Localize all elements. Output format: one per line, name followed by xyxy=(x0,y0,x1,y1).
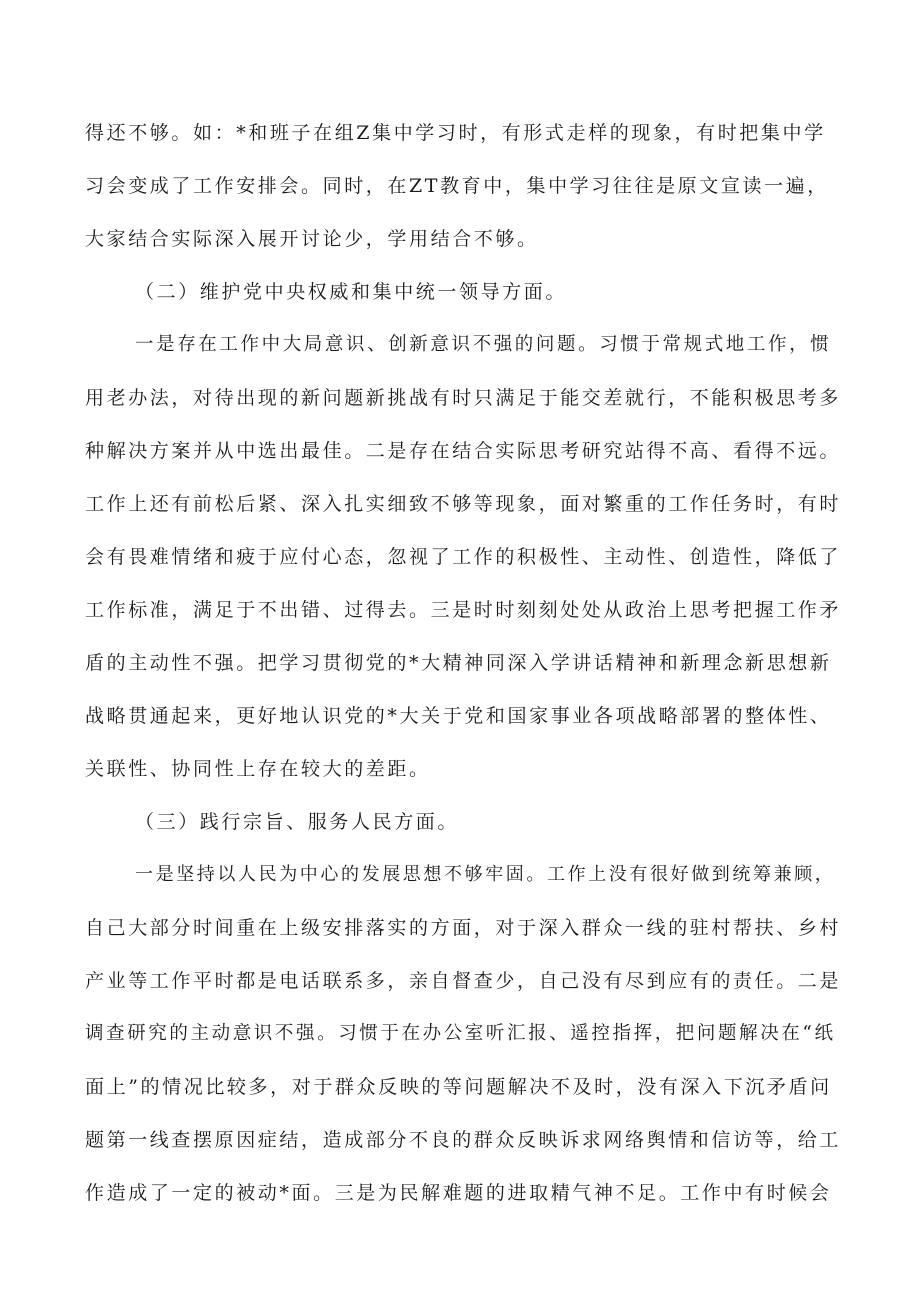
paragraph-line: 战略贯通起来，更好地认识党的*大关于党和国家事业各项战略部署的整体性、 xyxy=(85,705,832,727)
paragraph-line: 种解决方案并从中选出最佳。二是存在结合实际思考研究站得不高、看得不远。 xyxy=(85,440,842,462)
document-body xyxy=(85,120,845,1233)
paragraph-line: 面上”的情况比较多，对于群众反映的等问题解决不及时，没有深入下沉矛盾问 xyxy=(85,1076,832,1098)
paragraph-line: 关联性、协同性上存在较大的差距。 xyxy=(85,758,431,780)
paragraph-line: 一是坚持以人民为中心的发展思想不够牢固。工作上没有很好做到统筹兼顾， xyxy=(135,864,836,885)
paragraph-line: 工作上还有前松后紧、深入扎实细致不够等现象，面对繁重的工作任务时，有时 xyxy=(85,493,842,515)
paragraph-line: 产业等工作平时都是电话联系多，亲自督查少，自己没有尽到应有的责任。二是 xyxy=(85,970,842,992)
paragraph-line: 工作标准，满足于不出错、过得去。三是时时刻刻处处从政治上思考把握工作矛 xyxy=(85,599,842,621)
paragraph-line: 作造成了一定的被动*面。三是为民解难题的进取精气神不足。工作中有时候会 xyxy=(85,1182,832,1204)
paragraph-line: 习会变成了工作安排会。同时，在ZT教育中，集中学习往往是原文宣读一遍， xyxy=(85,175,829,197)
paragraph-line: 会有畏难情绪和疲于应付心态，忽视了工作的积极性、主动性、创造性，降低了 xyxy=(85,546,842,568)
paragraph-line: 大家结合实际深入展开讨论少，学用结合不够。 xyxy=(85,228,539,250)
paragraph-line: 自己大部分时间重在上级安排落实的方面，对于深入群众一线的驻村帮扶、乡村 xyxy=(85,917,842,939)
paragraph-line: 得还不够。如：*和班子在组Z集中学习时，有形式走样的现象，有时把集中学 xyxy=(85,122,826,144)
paragraph-line: 一是存在工作中大局意识、创新意识不强的问题。习惯于常规式地工作，惯 xyxy=(135,334,832,355)
section-heading-3: （三）践行宗旨、服务人民方面。 xyxy=(135,811,460,833)
paragraph-line: 用老办法，对待出现的新问题新挑战有时只满足于能交差就行，不能积极思考多 xyxy=(85,387,842,409)
section-heading-2: （二）维护党中央权威和集中统一领导方面。 xyxy=(135,281,568,303)
paragraph-line: 调查研究的主动意识不强。习惯于在办公室听汇报、遥控指挥，把问题解决在“纸 xyxy=(85,1023,836,1044)
paragraph-line: 题第一线查摆原因症结，造成部分不良的群众反映诉求网络舆情和信访等，给工 xyxy=(85,1129,842,1151)
paragraph-line: 盾的主动性不强。把学习贯彻党的*大精神同深入学讲话精神和新理念新思想新 xyxy=(85,652,832,674)
